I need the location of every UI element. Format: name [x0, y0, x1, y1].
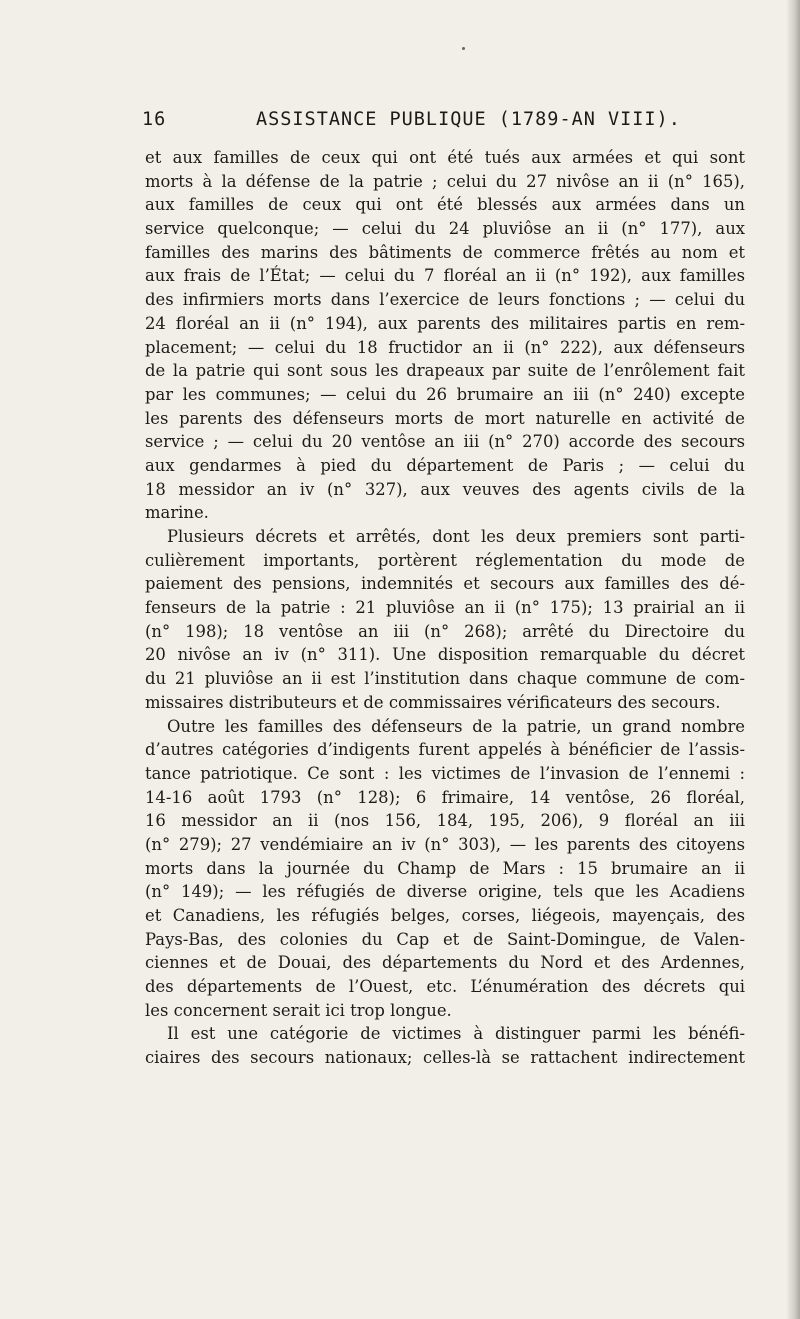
text-line: Pays-Bas, des colonies du Cap et de Saint-Domingue, de Valen- [145, 929, 745, 949]
text-line: fenseurs de la patrie : 21 pluviôse an ii (n° 175); 13 prairial an ii [145, 598, 745, 618]
text-line: et aux familles de ceux qui ont été tués aux armées et qui sont [145, 148, 745, 167]
text-line: Plusieurs décrets et arrêtés, dont les deux premiers sont parti- [167, 527, 745, 546]
text-line: d’autres catégories d’indigents furent appelés à bénéficier de l’assis- [145, 740, 745, 760]
text-line: de la patrie qui sont sous les drapeaux par suite de l’enrôlement fait [145, 361, 745, 381]
text-line: (n° 279); 27 vendémiaire an iv (n° 303), — les parents des citoyens [145, 834, 745, 854]
text-line: placement; — celui du 18 fructidor an ii (n° 222), aux défenseurs [145, 337, 745, 357]
text-line: les parents des défenseurs morts de mort naturelle en activité de [145, 408, 745, 428]
text-line: morts à la défense de la patrie ; celui du 27 nivôse an ii (n° 165), [145, 171, 745, 191]
text-line: aux frais de l’État; — celui du 7 floréal an ii (n° 192), aux familles [145, 266, 745, 286]
text-line: service quelconque; — celui du 24 pluviôse an ii (n° 177), aux [145, 219, 745, 239]
text-line: familles des marins des bâtiments de commerce frêtés au nom et [145, 242, 745, 262]
text-line: tance patriotique. Ce sont : les victimes de l’invasion de l’ennemi : [145, 763, 745, 783]
text-line: ciaires des secours nationaux; celles-là se rattachent indirectement [145, 1048, 745, 1068]
page-header [142, 109, 702, 137]
text-line: paiement des pensions, indemnités et secours aux familles des dé- [145, 574, 745, 594]
text-line: des départements de l’Ouest, etc. L’énumération des décrets qui [145, 977, 745, 997]
text-line: et Canadiens, les réfugiés belges, corses, liégeois, mayençais, des [145, 906, 745, 925]
text-line: culièrement importants, portèrent réglementation du mode de [145, 550, 745, 570]
page-edge-shadow [786, 0, 800, 1319]
page-number: 16 [142, 109, 167, 130]
paper-speck [462, 47, 465, 50]
text-line: du 21 pluviôse an ii est l’institution dans chaque commune de com- [145, 669, 745, 689]
text-line: missaires distributeurs et de commissaires vérificateurs des secours. [145, 692, 721, 712]
text-line: morts dans la journée du Champ de Mars : 15 brumaire an ii [145, 858, 745, 878]
text-line: les concernent serait ici trop longue. [145, 1000, 452, 1020]
text-line: service ; — celui du 20 ventôse an iii (n° 270) accorde des secours [145, 432, 745, 452]
running-title: ASSISTANCE PUBLIQUE (1789-AN VIII). [256, 109, 681, 130]
text-line: des infirmiers morts dans l’exercice de leurs fonctions ; — celui du [145, 290, 745, 310]
text-line: 20 nivôse an iv (n° 311). Une disposition remarquable du décret [145, 645, 745, 665]
text-line: 18 messidor an iv (n° 327), aux veuves des agents civils de la [145, 479, 745, 499]
text-line: Outre les familles des défenseurs de la patrie, un grand nombre [167, 716, 745, 736]
text-line: aux familles de ceux qui ont été blessés aux armées dans un [145, 195, 745, 215]
text-line: marine. [145, 503, 209, 523]
text-line: (n° 149); — les réfugiés de diverse origine, tels que les Acadiens [145, 882, 745, 902]
text-line: Il est une catégorie de victimes à distinguer parmi les bénéfi- [167, 1024, 745, 1044]
text-line: 14-16 août 1793 (n° 128); 6 frimaire, 14 ventôse, 26 floréal, [145, 787, 745, 807]
text-line: 24 floréal an ii (n° 194), aux parents des militaires partis en rem- [145, 313, 745, 333]
text-line: aux gendarmes à pied du département de Paris ; — celui du [145, 455, 745, 475]
text-line: 16 messidor an ii (nos 156, 184, 195, 206), 9 floréal an iii [145, 811, 745, 831]
text-line: (n° 198); 18 ventôse an iii (n° 268); arrêté du Directoire du [145, 621, 745, 641]
text-line: par les communes; — celui du 26 brumaire an iii (n° 240) excepte [145, 384, 745, 404]
body-text [145, 146, 745, 1070]
text-line: ciennes et de Douai, des départements du Nord et des Ardennes, [145, 953, 745, 973]
